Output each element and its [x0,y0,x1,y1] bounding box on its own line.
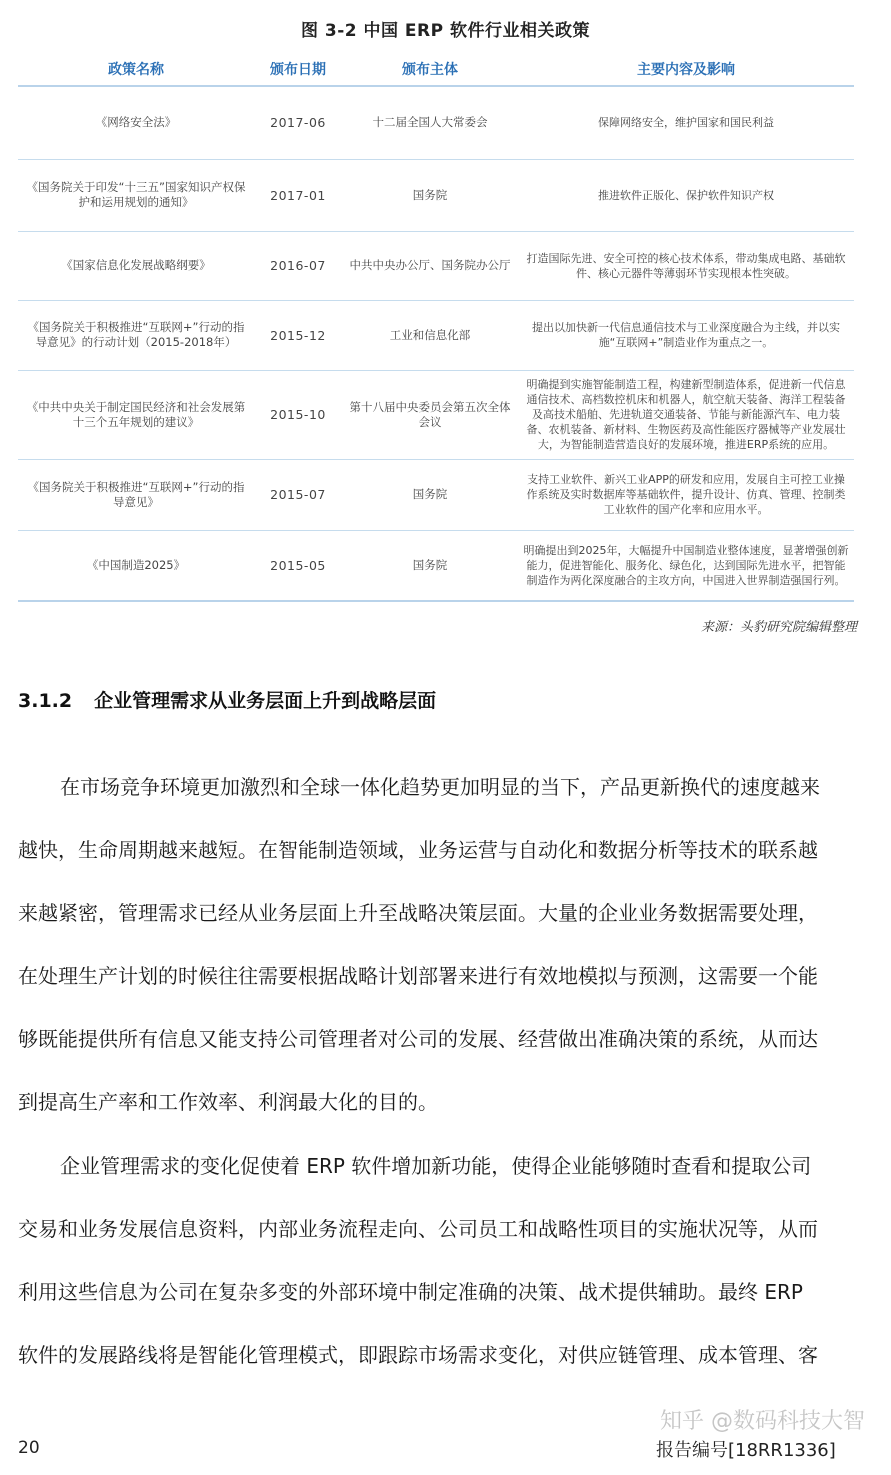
paragraph-2 [18,1135,858,1387]
paragraph-line: 越快，生命周期越来越短。在智能制造领域，业务运营与自动化和数据分析等技术的联系越 [18,838,818,862]
section-number: 3.1.2 [18,690,73,712]
policy-content: 打造国际先进、安全可控的核心技术体系，带动集成电路、基础软件、核心元器件等薄弱环节实现根本性突破。 [518,231,854,300]
policy-date: 2017-01 [254,159,342,231]
policy-content: 提出以加快新一代信息通信技术与工业深度融合为主线，并以实施“互联网+”制造业作为重点之一。 [518,300,854,370]
policy-date: 2015-12 [254,300,342,370]
policy-content: 推进软件正版化、保护软件知识产权 [518,159,854,231]
policy-name: 《中共中央关于制定国民经济和社会发展第十三个五年规划的建议》 [18,370,254,459]
table-row [18,231,854,300]
policy-date: 2015-05 [254,530,342,601]
policy-date: 2017-06 [254,86,342,159]
figure-title: 图 3-2 中国 ERP 软件行业相关政策 [300,21,591,41]
policy-name: 《中国制造2025》 [18,530,254,601]
policy-body: 国务院 [342,459,518,530]
policy-name: 《网络安全法》 [18,86,254,159]
section-heading [18,686,436,713]
policy-table [18,52,854,602]
policy-content: 支持工业软件、新兴工业APP的研发和应用，发展自主可控工业操作系统及实时数据库等基础软件，提升设计、仿真、管理、控制类工业软件的国产化率和应用水平。 [518,459,854,530]
report-number: 报告编号[18RR1336] [656,1440,836,1461]
policy-name: 《国务院关于印发“十三五”国家知识产权保护和运用规划的通知》 [18,159,254,231]
paragraph-line: 交易和业务发展信息资料，内部业务流程走向、公司员工和战略性项目的实施状况等，从而 [18,1217,818,1241]
paragraph-line: 利用这些信息为公司在复杂多变的外部环境中制定准确的决策、战术提供辅助。最终 ERP [18,1280,803,1304]
page-number: 20 [18,1438,40,1458]
column-header-body: 颁布主体 [342,52,518,86]
column-header-content: 主要内容及影响 [518,52,854,86]
paragraph-1 [18,756,858,1134]
paragraph-line: 软件的发展路线将是智能化管理模式，即跟踪市场需求变化，对供应链管理、成本管理、客 [18,1343,818,1367]
policy-body: 第十八届中央委员会第五次全体会议 [342,370,518,459]
policy-date: 2015-10 [254,370,342,459]
table-row [18,86,854,159]
policy-body: 国务院 [342,159,518,231]
section-title: 企业管理需求从业务层面上升到战略层面 [94,690,437,712]
policy-content: 保障网络安全，维护国家和国民利益 [518,86,854,159]
policy-name: 《国务院关于积极推进“互联网+”行动的指导意见》的行动计划（2015-2018年） [18,300,254,370]
policy-body: 中共中央办公厅、国务院办公厅 [342,231,518,300]
paragraph-line: 到提高生产率和工作效率、利润最大化的目的。 [18,1090,438,1114]
policy-name: 《国家信息化发展战略纲要》 [18,231,254,300]
policy-content: 明确提出到2025年，大幅提升中国制造业整体速度，显著增强创新能力，促进智能化、服务化、绿色化，达到国际先进水平，把智能制造作为两化深度融合的主攻方向，中国进入世界制造强国行列。 [518,530,854,601]
watermark: 知乎 @数码科技大智 [660,1409,865,1434]
policy-date: 2015-07 [254,459,342,530]
table-row [18,370,854,459]
table-row [18,530,854,601]
policy-name: 《国务院关于积极推进“互联网+”行动的指导意见》 [18,459,254,530]
paragraph-line: 在处理生产计划的时候往往需要根据战略计划部署来进行有效地模拟与预测，这需要一个能 [18,964,818,988]
paragraph-line: 在市场竞争环境更加激烈和全球一体化趋势更加明显的当下，产品更新换代的速度越来 [60,775,820,799]
table-row [18,300,854,370]
column-header-date: 颁布日期 [254,52,342,86]
policy-body: 工业和信息化部 [342,300,518,370]
table-row [18,159,854,231]
policy-date: 2016-07 [254,231,342,300]
paragraph-line: 够既能提供所有信息又能支持公司管理者对公司的发展、经营做出准确决策的系统，从而达 [18,1027,818,1051]
column-header-name: 政策名称 [18,52,254,86]
policy-content: 明确提到实施智能制造工程，构建新型制造体系，促进新一代信息通信技术、高档数控机床和机器人，航空航天装备、海洋工程装备及高技术船舶、先进轨道交通装备、节能与新能源汽车、电力装备、农机装备、新材料、生物医药及高性能医疗器械等产业发展壮大，为智能制造营造良好的发展环境，推进ERP系统的应用。 [518,370,854,459]
table-header-row [18,52,854,86]
paragraph-line: 企业管理需求的变化促使着 ERP 软件增加新功能，使得企业能够随时查看和提取公司 [60,1154,812,1178]
table-row [18,459,854,530]
policy-body: 十二届全国人大常委会 [342,86,518,159]
paragraph-line: 来越紧密，管理需求已经从业务层面上升至战略决策层面。大量的企业业务数据需要处理， [18,901,818,925]
source-note: 来源：头豹研究院编辑整理 [700,620,857,635]
policy-body: 国务院 [342,530,518,601]
